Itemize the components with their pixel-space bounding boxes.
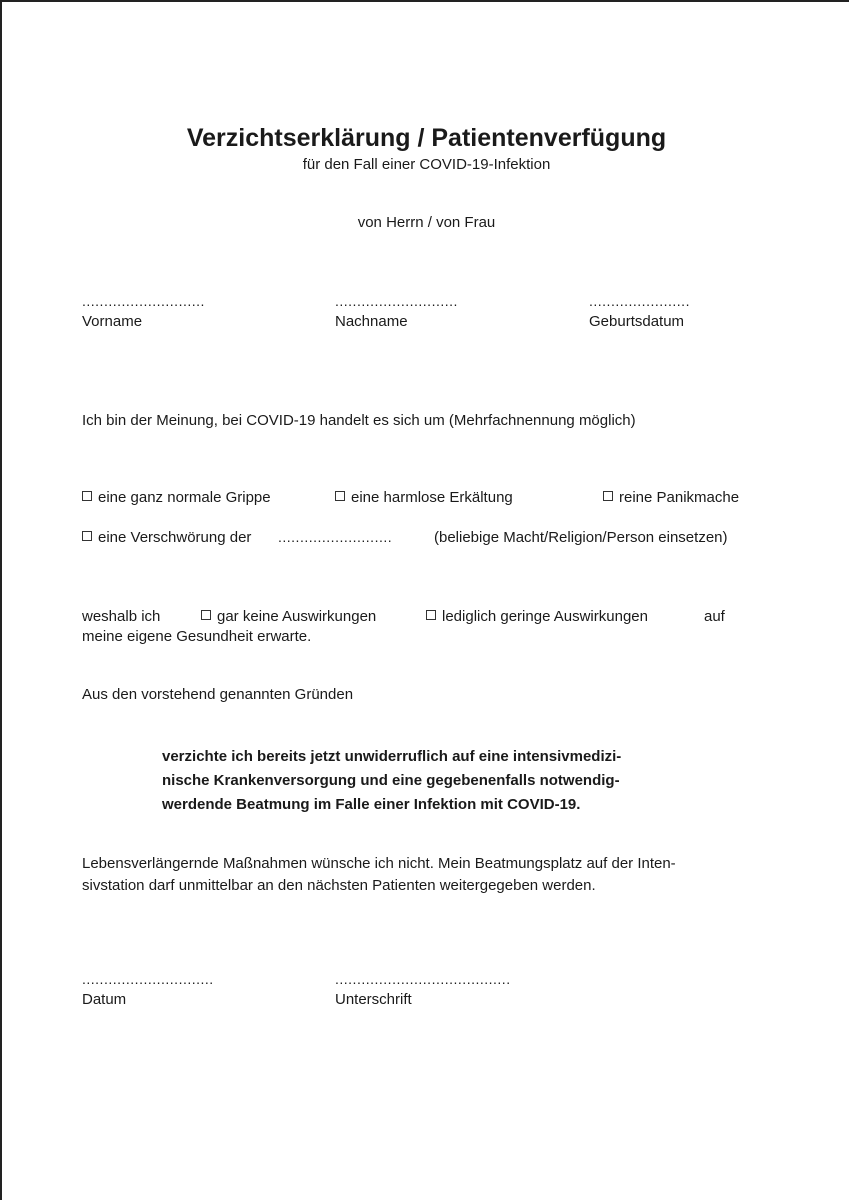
- checkbox-icon[interactable]: [82, 531, 92, 541]
- option-grippe-label: eine ganz normale Grippe: [98, 489, 271, 506]
- checkbox-icon[interactable]: [82, 491, 92, 501]
- geburtsdatum-label: Geburtsdatum: [589, 313, 685, 330]
- unterschrift-blank[interactable]: ........................................: [335, 971, 511, 987]
- datum-label: Datum: [82, 991, 127, 1008]
- document-title: Verzichtserklärung / Patientenverfügung: [186, 124, 667, 152]
- verschwoerung-hint: (beliebige Macht/Religion/Person einsetzen): [434, 529, 728, 546]
- waiver-line-2: nische Krankenversorgung und eine gegebenenfalls notwendig-: [162, 772, 620, 789]
- effects-prefix: weshalb ich: [82, 608, 161, 625]
- nachname-label: Nachname: [335, 313, 408, 330]
- option-grippe[interactable]: [82, 489, 271, 506]
- document-subtitle: für den Fall einer COVID-19-Infektion: [302, 156, 551, 173]
- option-keine-label: gar keine Auswirkungen: [217, 608, 377, 625]
- vorname-blank[interactable]: ............................: [82, 293, 205, 309]
- opinion-question: Ich bin der Meinung, bei COVID-19 handelt es sich um (Mehrfachnennung möglich): [82, 412, 636, 429]
- option-erkaeltung[interactable]: [335, 489, 513, 506]
- closing-line-1: Lebensverlängernde Maßnahmen wünsche ich nicht. Mein Beatmungsplatz auf der Inten-: [82, 855, 676, 872]
- waiver-statement: [162, 745, 621, 817]
- option-panikmache-label: reine Panikmache: [619, 489, 740, 506]
- salutation-line: von Herrn / von Frau: [357, 214, 496, 231]
- option-panikmache[interactable]: [603, 489, 739, 506]
- option-gering-label: lediglich geringe Auswirkungen: [442, 608, 648, 625]
- vorname-label: Vorname: [82, 313, 143, 330]
- checkbox-icon[interactable]: [426, 610, 436, 620]
- effects-line2: meine eigene Gesundheit erwarte.: [82, 628, 312, 645]
- waiver-line-1: verzichte ich bereits jetzt unwiderruflich auf eine intensivmedizi-: [162, 748, 622, 765]
- verschwoerung-blank[interactable]: ..........................: [278, 529, 393, 545]
- waiver-line-3: werdende Beatmung im Falle einer Infektion mit COVID-19.: [162, 796, 581, 813]
- closing-line-2: sivstation darf unmittelbar an den nächsten Patienten weitergegeben werden.: [82, 877, 596, 894]
- unterschrift-label: Unterschrift: [335, 991, 412, 1008]
- option-keine-auswirkungen[interactable]: [201, 608, 376, 625]
- reasons-intro: Aus den vorstehend genannten Gründen: [82, 686, 354, 703]
- effects-suffix: auf: [704, 608, 725, 625]
- nachname-blank[interactable]: ............................: [335, 293, 458, 309]
- checkbox-icon[interactable]: [201, 610, 211, 620]
- option-verschwoerung[interactable]: [82, 529, 251, 546]
- geburtsdatum-blank[interactable]: .......................: [589, 293, 690, 309]
- checkbox-icon[interactable]: [603, 491, 613, 501]
- closing-paragraph: [82, 853, 676, 897]
- option-verschwoerung-label: eine Verschwörung der: [98, 529, 252, 546]
- datum-blank[interactable]: ..............................: [82, 971, 214, 987]
- option-erkaeltung-label: eine harmlose Erkältung: [351, 489, 513, 506]
- checkbox-icon[interactable]: [335, 491, 345, 501]
- option-geringe-auswirkungen[interactable]: [426, 608, 648, 625]
